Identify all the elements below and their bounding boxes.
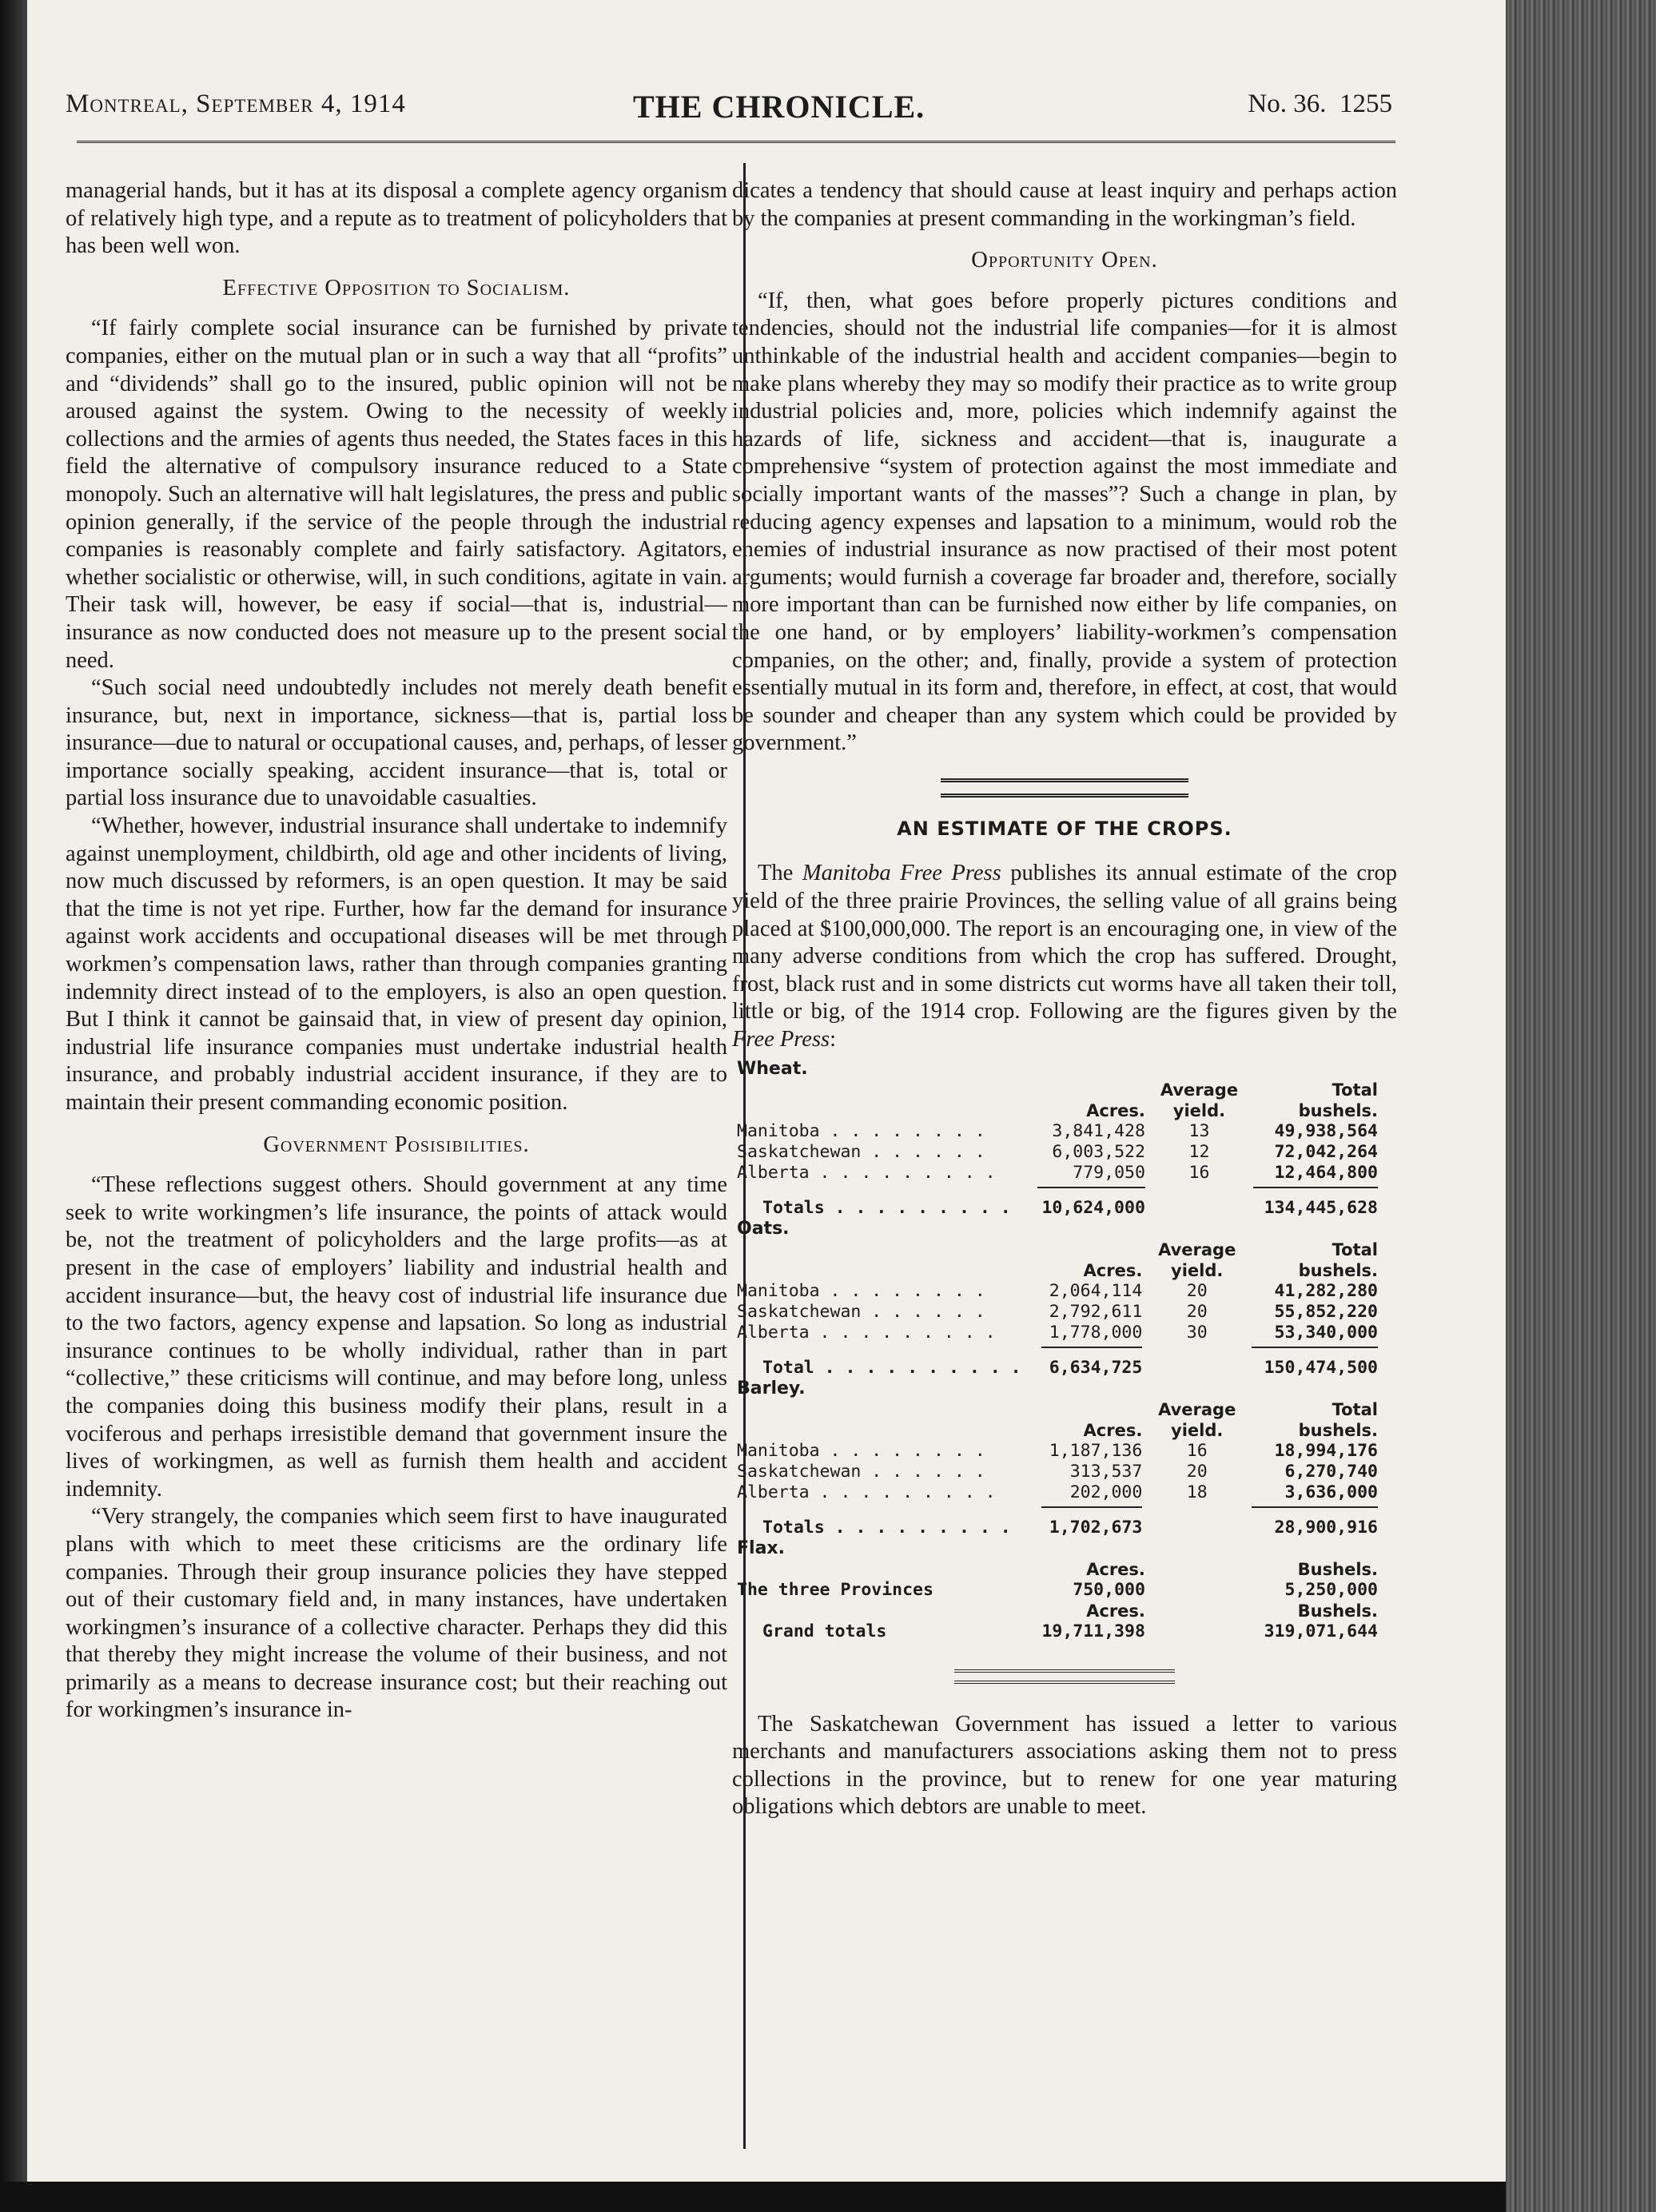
grand-total-acres: 19,711,398 <box>1041 1621 1145 1641</box>
crop-row <box>737 1121 1378 1142</box>
issue-and-page <box>1248 90 1392 119</box>
acres-value: 779,050 <box>1073 1162 1145 1183</box>
bushels-value: 6,270,740 <box>1284 1461 1378 1482</box>
flax-table <box>737 1538 1378 1642</box>
col-header-bushels: bushels. <box>1298 1100 1378 1120</box>
acres-value: 202,000 <box>1069 1482 1143 1502</box>
crop-table <box>732 1059 1397 1642</box>
publication-name: Manitoba Free Press <box>802 861 1001 886</box>
header-rule <box>77 141 1395 143</box>
bushels-value: 5,250,000 <box>1284 1579 1378 1600</box>
grand-total-label: Grand totals <box>762 1621 887 1641</box>
crop-row <box>737 1441 1378 1462</box>
total-row <box>737 1347 1378 1379</box>
province-name: Manitoba . . . . . . . . <box>737 1280 985 1301</box>
issue-number: No. 36. <box>1248 90 1327 118</box>
col-header-acres: Acres. <box>1086 1100 1145 1120</box>
crop-row <box>737 1163 1378 1184</box>
acres-value: 3,841,428 <box>1052 1120 1145 1141</box>
col-header-yield: yield. <box>1171 1260 1224 1280</box>
section-heading: Opportunity Open. <box>971 248 1158 273</box>
yield-value: 20 <box>1186 1461 1208 1482</box>
crop-name: Barley. <box>737 1378 806 1398</box>
yield-value: 13 <box>1188 1120 1210 1141</box>
crop-section-table <box>737 1219 1378 1379</box>
paragraph: The Manitoba Free Press publishes its annual estimate of the crop yield of the three prairie Provinces, the selling value of all grains being placed at $100,000,000. The report is an encouraging one, in view of the many adverse conditions from which the crop has suffered. Drought, frost, black rust and in some districts cut worms have all taken their toll, little or big, of the 1914 crop. Following are the figures given by the Free Press: <box>732 861 1398 1052</box>
total-acres: 6,634,725 <box>1049 1357 1143 1378</box>
province-name: Saskatchewan . . . . . . <box>737 1461 985 1482</box>
province-name: Saskatchewan . . . . . . <box>737 1141 985 1162</box>
col-header-yield: yield. <box>1172 1100 1226 1120</box>
yield-value: 12 <box>1188 1141 1210 1162</box>
bushels-value: 18,994,176 <box>1274 1440 1378 1461</box>
book-edge-bottom <box>0 2182 1506 2212</box>
section-heading: Government Posisibilities. <box>263 1132 530 1157</box>
total-bushels: 134,445,628 <box>1264 1197 1378 1218</box>
paragraph: “Very strangely, the companies which seem first to have inaugurated plans with which to meet these criticisms are the ordinary life companies. Through their group insurance policies they have stepped out of their customary field and, in many instances, have undertaken workingmen’s insurance of a collective character. Perhaps they did this that thereby they might increase the volume of their business, and not primarily as a means to decrease insurance cost; but their reaching out for workingmen’s insurance in- <box>66 1504 727 1723</box>
acres-value: 6,003,522 <box>1052 1141 1145 1162</box>
bushels-value: 55,852,220 <box>1274 1301 1378 1322</box>
crop-row <box>737 1281 1378 1302</box>
crop-row <box>737 1482 1378 1503</box>
crop-name: Oats. <box>737 1218 790 1239</box>
province-name: Saskatchewan . . . . . . <box>737 1301 985 1322</box>
paragraph: “These reflections suggest others. Should government at any time seek to write workingmen’s life insurance, the points of attack would be, not the treatment of policyholders and the large profits—as at present in the case of employers’ liability and industrial health and accident insurance—but, the heavy cost of industrial life insurance due to the two factors, agency expense and lapsation. So long as industrial insurance continues to be wholly individual, rather than in part “collective,” these criticisms will continue, and may before long, unless the companies doing this business modify their plans, result in a vociferous and perhaps irresistible demand that government insure the lives of workingmen, as well as furnish them health and accident indemnity. <box>66 1172 727 1502</box>
left-column <box>66 177 727 1725</box>
col-header-total-top: Total <box>1332 1080 1378 1100</box>
total-acres: 1,702,673 <box>1049 1517 1143 1538</box>
yield-value: 20 <box>1186 1280 1208 1301</box>
col-header-acres: Acres. <box>1083 1260 1143 1280</box>
page-header <box>66 90 1392 129</box>
paragraph: “Such social need undoubtedly includes not merely death benefit insurance, but, next in importance, sickness—that is, partial loss insurance—due to natural or occupational causes, and, perhaps, of lesser importance socially speaking, accident insurance—that is, total or partial loss insurance due to unavoidable casualties. <box>66 675 727 811</box>
page-number: 1255 <box>1340 90 1392 118</box>
bushels-value: 41,282,280 <box>1274 1280 1378 1301</box>
province-name: Alberta . . . . . . . . . <box>737 1162 996 1183</box>
acres-value: 750,000 <box>1073 1579 1145 1600</box>
bushels-value: 12,464,800 <box>1274 1162 1378 1183</box>
col-header-total-top: Total <box>1332 1399 1378 1419</box>
crop-section-table <box>737 1059 1378 1219</box>
article-separator <box>954 1669 1175 1684</box>
total-row <box>737 1507 1378 1538</box>
paragraph: dicates a tendency that should cause at least inquiry and perhaps action by the companies at present commanding in the workingman’s field. <box>732 178 1397 231</box>
acres-value: 2,792,611 <box>1049 1301 1143 1322</box>
total-label: Totals . . . . . . . . . <box>762 1197 1011 1218</box>
col-header-yield-top: Average <box>1158 1399 1236 1419</box>
section-heading: Effective Opposition to Socialism. <box>222 275 571 300</box>
total-acres: 10,624,000 <box>1041 1197 1145 1218</box>
total-label: Total . . . . . . . . . . <box>762 1357 1021 1378</box>
bushels-value: 53,340,000 <box>1274 1322 1378 1343</box>
paragraph: “Whether, however, industrial insurance shall undertake to indemnify against unemployment, childbirth, old age and other incidents of living, now much discussed by reformers, is an open question. It may be said that the time is not yet ripe. Further, how far the demand for insurance against work accidents and occupational diseases will be met through workmen’s compensation laws, rather than through companies granting indemnity direct instead of to the employers, is also an open question. But I think it cannot be gainsaid that, in view of present day opinion, industrial life insurance companies must undertake industrial health insurance, and probably industrial accident insurance, if they are to maintain their present commanding economic position. <box>66 814 727 1115</box>
total-bushels: 150,474,500 <box>1264 1357 1378 1378</box>
article-title: AN ESTIMATE OF THE CROPS. <box>897 817 1232 840</box>
col-header-acres: Acres. <box>1086 1601 1145 1621</box>
acres-value: 2,064,114 <box>1049 1280 1143 1301</box>
publication-title: THE CHRONICLE. <box>633 89 926 125</box>
total-bushels: 28,900,916 <box>1274 1517 1378 1538</box>
col-header-bushels: Bushels. <box>1297 1601 1378 1621</box>
crop-row <box>737 1302 1378 1323</box>
col-header-bushels: Bushels. <box>1297 1559 1378 1579</box>
crop-row <box>737 1323 1378 1343</box>
row-label: The three Provinces <box>737 1579 933 1600</box>
yield-value: 16 <box>1188 1162 1210 1183</box>
paragraph: “If, then, what goes before properly pictures conditions and tendencies, should not the industrial life companies—for it is almost unthinkable of the industrial health and accident companies—begin to make plans whereby they may so modify their practice as to write group industrial policies and, more, policies which indemnify against the hazards of life, sickness and accident—that is, inaugurate a comprehensive “system of protection against the most immediate and socially important wants of the masses”? Such a change in plan, by reducing agency expenses and lapsation to a minimum, would rob the enemies of industrial insurance as now practised of their most potent arguments; would furnish a coverage far broader and, therefore, socially more important than can be furnished now either by life companies, on the one hand, or by employers’ liability-workmen’s compensation companies, on the other; and, finally, provide a system of protection essentially mutual in its form and, therefore, in effect, at cost, that would be sounder and cheaper than any system which could be provided by government.” <box>732 288 1397 756</box>
col-header-bushels: bushels. <box>1298 1420 1378 1440</box>
col-header-total-top: Total <box>1332 1239 1378 1259</box>
grand-total-bushels: 319,071,644 <box>1264 1621 1378 1641</box>
total-row <box>737 1188 1378 1219</box>
paragraph: “If fairly complete social insurance can be furnished by private companies, either on the mutual plan or in such a way that all “profits” and “dividends” shall go to the insured, public opinion will not be aroused against the system. Owing to the necessity of weekly collections and the armies of agents thus needed, the States faces in this field the alternative of compulsory insurance reduced to a State monopoly. Such an alternative will halt legislatures, the press and public opinion generally, if the service of the people through the industrial companies is reasonably complete and fairly satisfactory. Agitators, whether socialistic or otherwise, will, in such conditions, agitate in vain. Their task will, however, be easy if social—that is, industrial—insurance as now conducted does not measure up to the present social need. <box>66 316 727 673</box>
yield-value: 20 <box>1186 1301 1208 1322</box>
acres-value: 1,187,136 <box>1049 1440 1143 1461</box>
province-name: Alberta . . . . . . . . . <box>737 1482 996 1502</box>
bushels-value: 72,042,264 <box>1274 1141 1378 1162</box>
col-header-acres: Acres. <box>1086 1559 1145 1579</box>
crop-row <box>737 1142 1378 1163</box>
book-edge-left <box>0 0 27 2212</box>
crop-name: Flax. <box>737 1538 785 1558</box>
book-binding <box>1506 0 1656 2212</box>
article-separator <box>941 778 1188 798</box>
yield-value: 18 <box>1186 1482 1208 1502</box>
col-header-bushels: bushels. <box>1298 1260 1378 1280</box>
col-header-yield-top: Average <box>1160 1080 1239 1100</box>
publication-name: Free Press <box>732 1027 830 1052</box>
total-label: Totals . . . . . . . . . <box>762 1517 1011 1538</box>
col-header-yield: yield. <box>1171 1420 1224 1440</box>
yield-value: 16 <box>1186 1440 1208 1461</box>
yield-value: 30 <box>1186 1322 1208 1343</box>
right-column <box>732 177 1397 1821</box>
paragraph: The Saskatchewan Government has issued a letter to various merchants and manufacturers associations asking them not to press collections in the province, but to renew for one year maturing obligations which debtors are unable to meet. <box>732 1711 1397 1820</box>
col-header-yield-top: Average <box>1158 1239 1236 1259</box>
province-name: Manitoba . . . . . . . . <box>737 1120 985 1141</box>
bushels-value: 3,636,000 <box>1284 1482 1378 1502</box>
acres-value: 1,778,000 <box>1049 1322 1143 1343</box>
province-name: Manitoba . . . . . . . . <box>737 1440 985 1461</box>
province-name: Alberta . . . . . . . . . <box>737 1322 996 1343</box>
crop-name: Wheat. <box>737 1058 808 1079</box>
bushels-value: 49,938,564 <box>1274 1120 1378 1141</box>
paragraph: managerial hands, but it has at its disposal a complete agency organism of relatively high type, and a repute as to treatment of policyholders that has been well won. <box>66 178 727 259</box>
crop-section-table <box>737 1379 1378 1538</box>
col-header-acres: Acres. <box>1083 1420 1143 1440</box>
crop-row <box>737 1462 1378 1482</box>
dateline: Montreal, September 4, 1914 <box>66 90 406 118</box>
acres-value: 313,537 <box>1069 1461 1143 1482</box>
